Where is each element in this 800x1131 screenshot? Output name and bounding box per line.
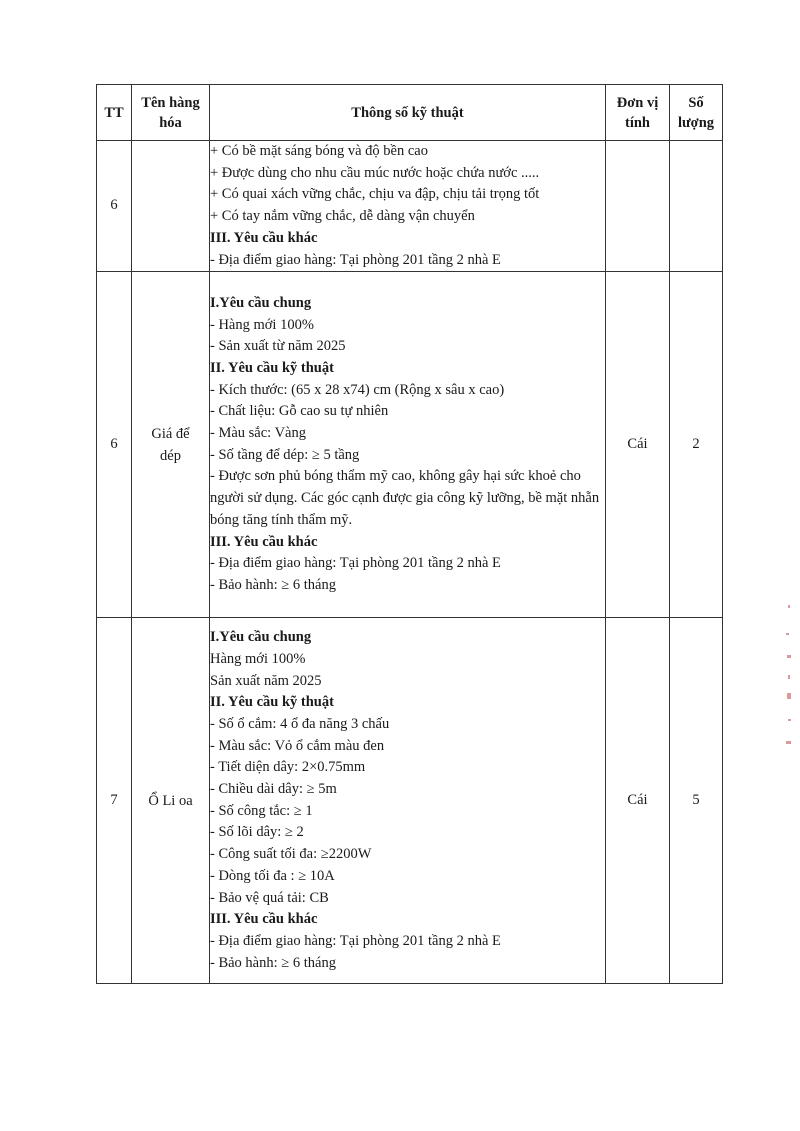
spec-line: - Chiều dài dây: ≥ 5m	[210, 781, 337, 798]
spec-line: - Địa điểm giao hàng: Tại phòng 201 tầng 2 nhà E	[210, 555, 501, 572]
spec-line: + Có bề mặt sáng bóng và độ bền cao	[210, 143, 428, 159]
spec-line: - Chất liệu: Gỗ cao su tự nhiên	[210, 403, 389, 420]
spec-line: - Số lõi dây: ≥ 2	[210, 824, 304, 841]
spec-line: - Công suất tối đa: ≥2200W	[210, 846, 372, 863]
cell-spec	[210, 141, 606, 272]
spec-line: - Số ổ cắm: 4 ổ đa năng 3 chấu	[210, 715, 390, 732]
table-row	[97, 618, 723, 984]
cell-qty: 2	[670, 272, 723, 618]
spec-line: - Kích thước: (65 x 28 x74) cm (Rộng x sâu x cao)	[210, 381, 505, 398]
spec-line: + Được dùng cho nhu cầu múc nước hoặc chứa nước .....	[210, 164, 540, 181]
stamp-edge-marks	[782, 605, 794, 755]
cell-qty	[670, 141, 723, 272]
specification-table	[96, 84, 723, 984]
spec-line: Sản xuất năm 2025	[210, 672, 322, 689]
spec-line: - Sản xuất từ năm 2025	[210, 338, 346, 355]
header-unit: Đơn vị tính	[606, 85, 670, 141]
spec-line: + Có quai xách vững chắc, chịu va đập, chịu tải trọng tốt	[210, 186, 540, 203]
spec-section-heading: I.Yêu cầu chung	[210, 629, 312, 646]
spec-line: - Bảo hành: ≥ 6 tháng	[210, 576, 336, 593]
cell-tt: 6	[97, 272, 132, 618]
spec-line: - Hàng mới 100%	[210, 316, 314, 333]
cell-unit: Cái	[606, 618, 670, 984]
spec-line: Hàng mới 100%	[210, 650, 306, 667]
spec-section-heading: II. Yêu cầu kỹ thuật	[210, 694, 334, 711]
header-tt: TT	[97, 85, 132, 141]
spec-section-heading: I.Yêu cầu chung	[210, 294, 312, 311]
header-qty: Số lượng	[670, 85, 723, 141]
spec-line: - Số tầng để dép: ≥ 5 tầng	[210, 446, 360, 463]
cell-tt: 7	[97, 618, 132, 984]
spec-section-heading: II. Yêu cầu kỹ thuật	[210, 359, 334, 376]
spec-paragraph: - Được sơn phủ bóng thẩm mỹ cao, không gây hại sức khoẻ cho người sử dụng. Các góc cạnh được gia công kỹ lưỡng, bề mặt nhẵn bóng tăng tính thẩm mỹ.	[210, 468, 600, 528]
header-row	[97, 85, 723, 141]
spec-line: + Có tay nắm vững chắc, dễ dàng vận chuyển	[210, 208, 475, 225]
cell-spec	[210, 618, 606, 984]
spec-section-heading: III. Yêu cầu khác	[210, 533, 318, 550]
spec-section-heading: III. Yêu cầu khác	[210, 911, 318, 928]
cell-unit	[606, 141, 670, 272]
spec-line: - Màu sắc: Vàng	[210, 425, 306, 442]
cell-name: Ổ Li oa	[132, 618, 210, 984]
spec-line: - Tiết diện dây: 2×0.75mm	[210, 759, 366, 776]
spec-line: - Bảo hành: ≥ 6 tháng	[210, 954, 336, 971]
spec-line: - Địa điểm giao hàng: Tại phòng 201 tầng 2 nhà E	[210, 251, 501, 268]
spec-line: - Địa điểm giao hàng: Tại phòng 201 tầng 2 nhà E	[210, 932, 501, 949]
spec-line: - Dòng tối đa : ≥ 10A	[210, 867, 335, 884]
table-row	[97, 141, 723, 272]
cell-name	[132, 141, 210, 272]
header-spec: Thông số kỹ thuật	[210, 85, 606, 141]
spec-line: - Số công tắc: ≥ 1	[210, 802, 313, 819]
cell-spec	[210, 272, 606, 618]
spec-line: - Bảo vệ quá tải: CB	[210, 889, 329, 906]
cell-tt: 6	[97, 141, 132, 272]
header-name: Tên hàng hóa	[132, 85, 210, 141]
cell-qty: 5	[670, 618, 723, 984]
cell-name: Giá để dép	[132, 272, 210, 618]
table-row	[97, 272, 723, 618]
cell-unit: Cái	[606, 272, 670, 618]
spec-section-heading: III. Yêu cầu khác	[210, 229, 318, 246]
spec-line: - Màu sắc: Vỏ ổ cắm màu đen	[210, 737, 385, 754]
